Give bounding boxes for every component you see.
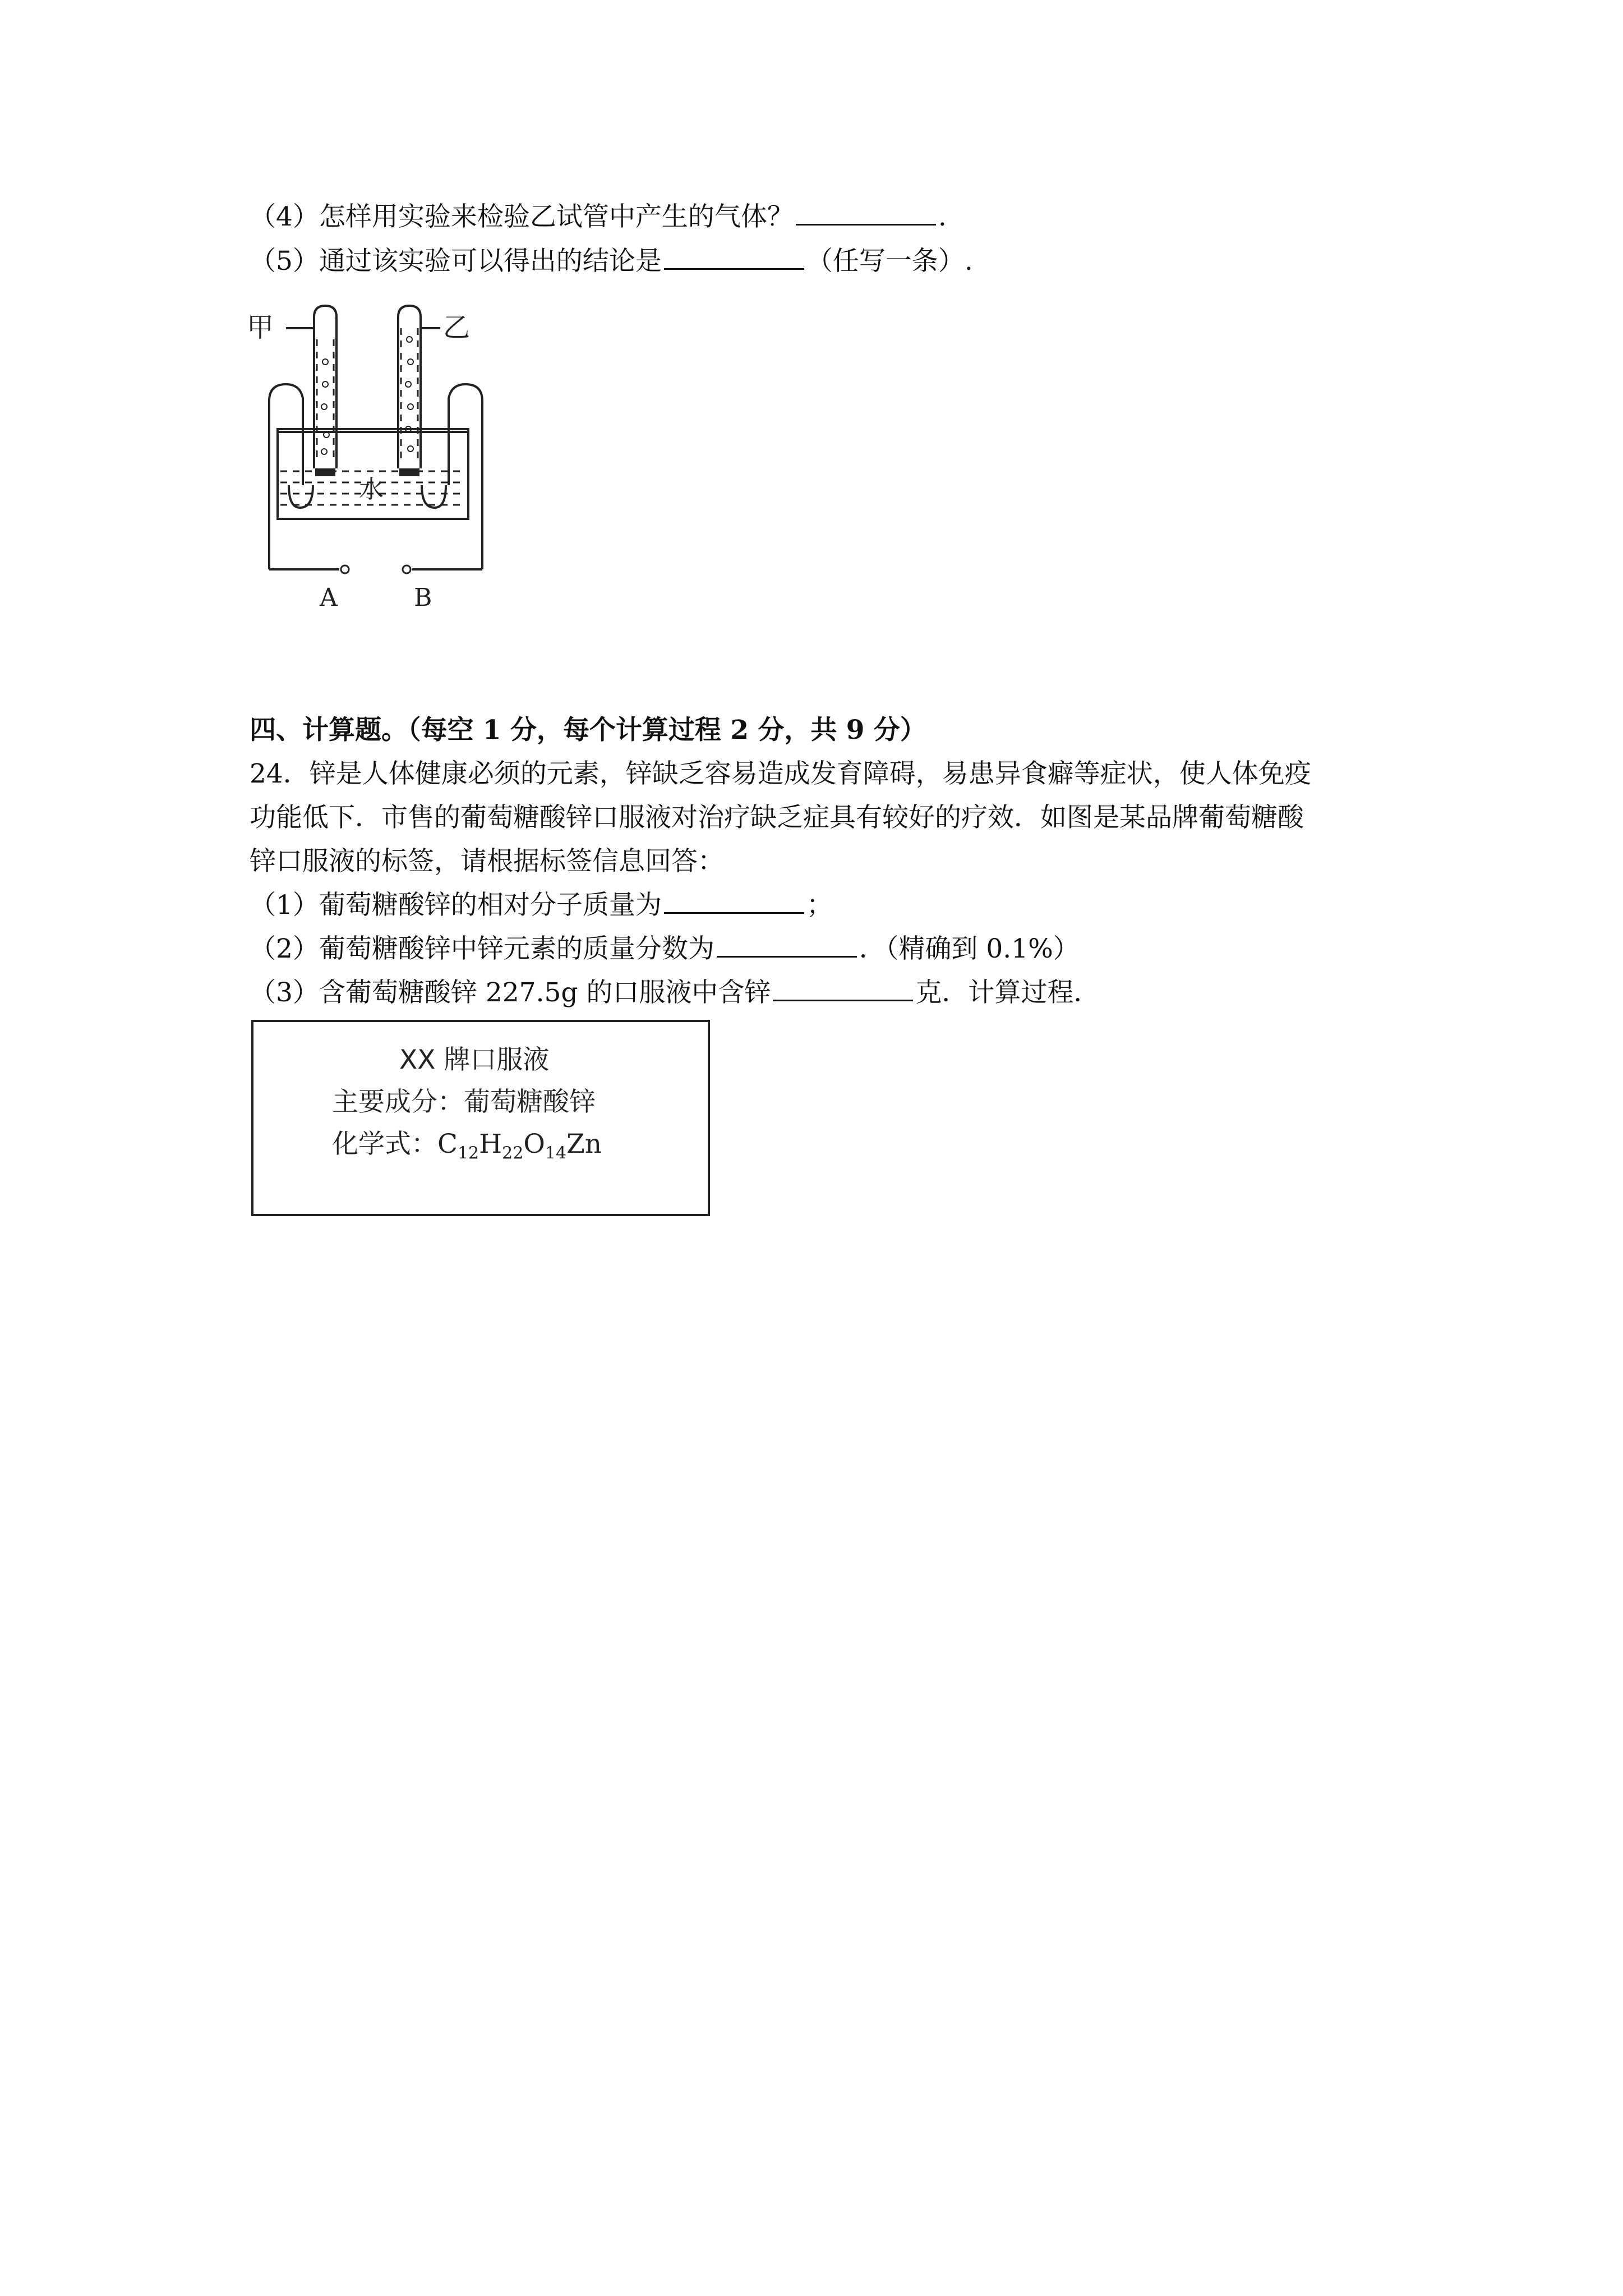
label-formula: 化学式：$C_{12}H_{22}O_{14}Zn$ bbox=[332, 1129, 602, 1163]
section-heading: 四、计算题。（每空 1 分，每个计算过程 2 分，共 9 分） bbox=[250, 715, 926, 746]
answer-blank-24-1[interactable] bbox=[664, 912, 804, 914]
label-title: XX 牌口服液 bbox=[399, 1045, 550, 1075]
q24-intro-2: 功能低下．市售的葡萄糖酸锌口服液对治疗缺乏症具有较好的疗效．如图是某品牌葡萄糖酸 bbox=[250, 802, 1304, 833]
label-a: A bbox=[320, 583, 338, 612]
answer-blank-24-3[interactable] bbox=[773, 999, 913, 1001]
answer-blank-4[interactable] bbox=[796, 223, 936, 226]
electrolysis-diagram bbox=[247, 300, 505, 614]
wire-right bbox=[449, 384, 482, 569]
q24-part3: （3）含葡萄糖酸锌 227.5g 的口服液中含锌 克．计算过程． bbox=[250, 977, 1100, 1008]
electrode-right bbox=[399, 468, 419, 476]
label-water: 水 bbox=[359, 475, 384, 504]
product-label bbox=[251, 1020, 710, 1216]
q24-part2: （2）葡萄糖酸锌中锌元素的质量分数为 ．（精确到 0.1%） bbox=[250, 933, 1080, 964]
q23-part5-text: （5）通过该实验可以得出的结论是 bbox=[250, 246, 662, 277]
q23-part5: （5）通过该实验可以得出的结论是 （任写一条）. bbox=[250, 246, 973, 277]
q24-intro-3: 锌口服液的标签，请根据标签信息回答： bbox=[250, 846, 724, 877]
label-ingredient: 主要成分：葡萄糖酸锌 bbox=[332, 1087, 596, 1117]
q24-part1: （1）葡萄糖酸锌的相对分子质量为 ； bbox=[250, 890, 833, 921]
wire-left bbox=[269, 384, 303, 569]
answer-blank-24-2[interactable] bbox=[717, 955, 857, 958]
electrode-left bbox=[315, 468, 335, 476]
answer-blank-5[interactable] bbox=[664, 268, 804, 270]
q23-part4: （4）怎样用实验来检验乙试管中产生的气体？ . bbox=[250, 201, 947, 232]
q24-intro-1: 24．锌是人体健康必须的元素，锌缺乏容易造成发育障碍，易患异食癖等症状，使人体免疫 bbox=[250, 758, 1311, 789]
label-jia: 甲 bbox=[247, 312, 274, 343]
q23-part4-text: （4）怎样用实验来检验乙试管中产生的气体？ bbox=[250, 201, 794, 232]
label-yi: 乙 bbox=[443, 312, 471, 343]
terminal-a bbox=[341, 565, 349, 573]
label-b: B bbox=[414, 583, 432, 612]
terminal-b bbox=[403, 565, 411, 573]
